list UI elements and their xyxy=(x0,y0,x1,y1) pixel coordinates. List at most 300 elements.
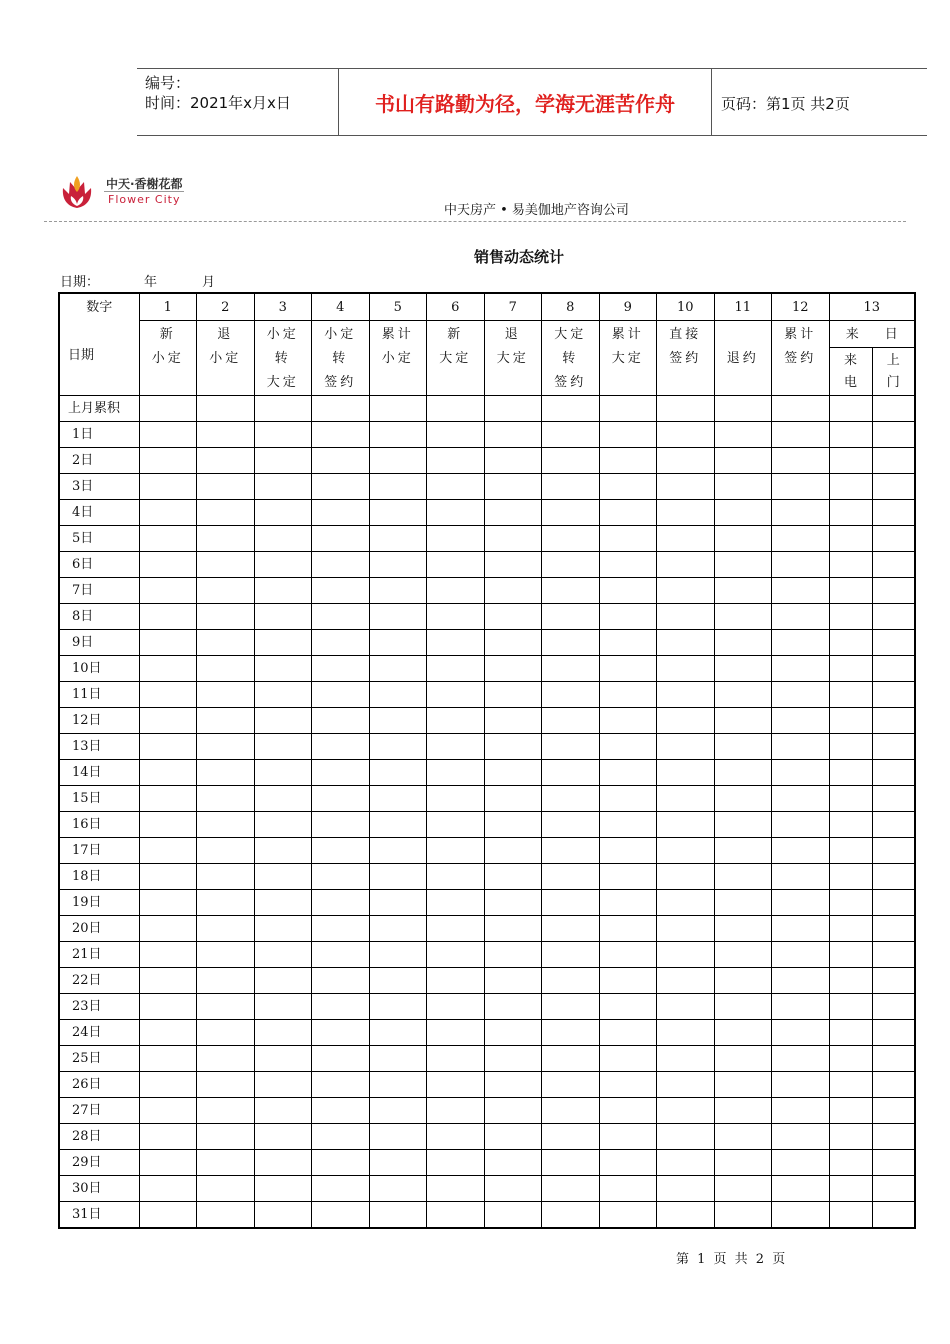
data-cell[interactable] xyxy=(254,838,312,864)
data-cell[interactable] xyxy=(542,994,600,1020)
data-cell[interactable] xyxy=(427,578,485,604)
data-cell[interactable] xyxy=(542,656,600,682)
data-cell[interactable] xyxy=(714,760,772,786)
data-cell[interactable] xyxy=(254,890,312,916)
data-cell[interactable] xyxy=(542,1072,600,1098)
data-cell[interactable] xyxy=(829,604,872,630)
data-cell[interactable] xyxy=(312,708,370,734)
data-cell[interactable] xyxy=(197,578,255,604)
data-cell[interactable] xyxy=(829,1176,872,1202)
data-cell[interactable] xyxy=(312,1098,370,1124)
data-cell[interactable] xyxy=(872,994,915,1020)
data-cell[interactable] xyxy=(657,890,715,916)
data-cell[interactable] xyxy=(197,916,255,942)
data-cell[interactable] xyxy=(427,968,485,994)
data-cell[interactable] xyxy=(484,734,542,760)
data-cell[interactable] xyxy=(599,786,657,812)
data-cell[interactable] xyxy=(542,890,600,916)
data-cell[interactable] xyxy=(369,968,427,994)
data-cell[interactable] xyxy=(829,526,872,552)
data-cell[interactable] xyxy=(714,890,772,916)
data-cell[interactable] xyxy=(829,500,872,526)
data-cell[interactable] xyxy=(254,578,312,604)
data-cell[interactable] xyxy=(772,682,830,708)
data-cell[interactable] xyxy=(772,994,830,1020)
data-cell[interactable] xyxy=(714,682,772,708)
data-cell[interactable] xyxy=(599,1072,657,1098)
data-cell[interactable] xyxy=(829,682,872,708)
data-cell[interactable] xyxy=(599,1202,657,1229)
data-cell[interactable] xyxy=(139,1124,197,1150)
data-cell[interactable] xyxy=(772,422,830,448)
data-cell[interactable] xyxy=(484,682,542,708)
data-cell[interactable] xyxy=(829,1124,872,1150)
data-cell[interactable] xyxy=(714,864,772,890)
data-cell[interactable] xyxy=(657,968,715,994)
data-cell[interactable] xyxy=(254,1150,312,1176)
data-cell[interactable] xyxy=(657,422,715,448)
data-cell[interactable] xyxy=(197,500,255,526)
data-cell[interactable] xyxy=(369,1046,427,1072)
data-cell[interactable] xyxy=(484,864,542,890)
data-cell[interactable] xyxy=(599,1046,657,1072)
data-cell[interactable] xyxy=(427,916,485,942)
data-cell[interactable] xyxy=(542,1124,600,1150)
data-cell[interactable] xyxy=(484,968,542,994)
data-cell[interactable] xyxy=(427,630,485,656)
data-cell[interactable] xyxy=(369,578,427,604)
data-cell[interactable] xyxy=(197,552,255,578)
data-cell[interactable] xyxy=(772,942,830,968)
data-cell[interactable] xyxy=(772,448,830,474)
data-cell[interactable] xyxy=(772,1046,830,1072)
data-cell[interactable] xyxy=(484,916,542,942)
data-cell[interactable] xyxy=(657,396,715,422)
data-cell[interactable] xyxy=(872,1176,915,1202)
data-cell[interactable] xyxy=(254,448,312,474)
data-cell[interactable] xyxy=(139,838,197,864)
data-cell[interactable] xyxy=(139,682,197,708)
data-cell[interactable] xyxy=(427,734,485,760)
data-cell[interactable] xyxy=(197,422,255,448)
data-cell[interactable] xyxy=(312,1176,370,1202)
data-cell[interactable] xyxy=(369,396,427,422)
data-cell[interactable] xyxy=(197,968,255,994)
data-cell[interactable] xyxy=(427,448,485,474)
data-cell[interactable] xyxy=(657,448,715,474)
data-cell[interactable] xyxy=(139,708,197,734)
data-cell[interactable] xyxy=(542,474,600,500)
data-cell[interactable] xyxy=(599,734,657,760)
data-cell[interactable] xyxy=(714,708,772,734)
data-cell[interactable] xyxy=(484,890,542,916)
data-cell[interactable] xyxy=(772,708,830,734)
data-cell[interactable] xyxy=(312,1046,370,1072)
data-cell[interactable] xyxy=(139,994,197,1020)
data-cell[interactable] xyxy=(772,1020,830,1046)
data-cell[interactable] xyxy=(872,1020,915,1046)
data-cell[interactable] xyxy=(484,1072,542,1098)
data-cell[interactable] xyxy=(427,1202,485,1229)
data-cell[interactable] xyxy=(872,682,915,708)
data-cell[interactable] xyxy=(427,526,485,552)
data-cell[interactable] xyxy=(369,1020,427,1046)
data-cell[interactable] xyxy=(772,864,830,890)
data-cell[interactable] xyxy=(599,812,657,838)
data-cell[interactable] xyxy=(542,1020,600,1046)
data-cell[interactable] xyxy=(542,448,600,474)
data-cell[interactable] xyxy=(484,1202,542,1229)
data-cell[interactable] xyxy=(139,422,197,448)
data-cell[interactable] xyxy=(197,396,255,422)
data-cell[interactable] xyxy=(714,1098,772,1124)
data-cell[interactable] xyxy=(139,578,197,604)
data-cell[interactable] xyxy=(197,1124,255,1150)
data-cell[interactable] xyxy=(872,422,915,448)
data-cell[interactable] xyxy=(484,1098,542,1124)
data-cell[interactable] xyxy=(772,1124,830,1150)
data-cell[interactable] xyxy=(484,552,542,578)
data-cell[interactable] xyxy=(542,864,600,890)
data-cell[interactable] xyxy=(139,812,197,838)
data-cell[interactable] xyxy=(254,630,312,656)
data-cell[interactable] xyxy=(872,630,915,656)
data-cell[interactable] xyxy=(872,1098,915,1124)
data-cell[interactable] xyxy=(427,760,485,786)
data-cell[interactable] xyxy=(829,916,872,942)
data-cell[interactable] xyxy=(427,474,485,500)
data-cell[interactable] xyxy=(427,1072,485,1098)
data-cell[interactable] xyxy=(714,1072,772,1098)
data-cell[interactable] xyxy=(312,1020,370,1046)
data-cell[interactable] xyxy=(829,890,872,916)
data-cell[interactable] xyxy=(139,760,197,786)
data-cell[interactable] xyxy=(714,526,772,552)
data-cell[interactable] xyxy=(484,812,542,838)
data-cell[interactable] xyxy=(772,656,830,682)
data-cell[interactable] xyxy=(197,682,255,708)
data-cell[interactable] xyxy=(197,474,255,500)
data-cell[interactable] xyxy=(872,604,915,630)
data-cell[interactable] xyxy=(657,812,715,838)
data-cell[interactable] xyxy=(139,630,197,656)
data-cell[interactable] xyxy=(872,760,915,786)
data-cell[interactable] xyxy=(599,760,657,786)
data-cell[interactable] xyxy=(312,812,370,838)
data-cell[interactable] xyxy=(254,916,312,942)
data-cell[interactable] xyxy=(484,448,542,474)
data-cell[interactable] xyxy=(312,734,370,760)
data-cell[interactable] xyxy=(829,786,872,812)
data-cell[interactable] xyxy=(312,656,370,682)
data-cell[interactable] xyxy=(369,734,427,760)
data-cell[interactable] xyxy=(312,526,370,552)
data-cell[interactable] xyxy=(197,708,255,734)
data-cell[interactable] xyxy=(772,968,830,994)
data-cell[interactable] xyxy=(484,838,542,864)
data-cell[interactable] xyxy=(542,708,600,734)
data-cell[interactable] xyxy=(714,734,772,760)
data-cell[interactable] xyxy=(312,890,370,916)
data-cell[interactable] xyxy=(829,968,872,994)
data-cell[interactable] xyxy=(829,656,872,682)
data-cell[interactable] xyxy=(312,1072,370,1098)
data-cell[interactable] xyxy=(714,656,772,682)
data-cell[interactable] xyxy=(829,994,872,1020)
data-cell[interactable] xyxy=(599,864,657,890)
data-cell[interactable] xyxy=(772,578,830,604)
data-cell[interactable] xyxy=(139,786,197,812)
data-cell[interactable] xyxy=(427,786,485,812)
data-cell[interactable] xyxy=(829,448,872,474)
data-cell[interactable] xyxy=(714,396,772,422)
data-cell[interactable] xyxy=(872,838,915,864)
data-cell[interactable] xyxy=(312,994,370,1020)
data-cell[interactable] xyxy=(829,734,872,760)
data-cell[interactable] xyxy=(312,604,370,630)
data-cell[interactable] xyxy=(714,812,772,838)
data-cell[interactable] xyxy=(369,500,427,526)
data-cell[interactable] xyxy=(657,838,715,864)
data-cell[interactable] xyxy=(657,708,715,734)
data-cell[interactable] xyxy=(542,630,600,656)
data-cell[interactable] xyxy=(657,1124,715,1150)
data-cell[interactable] xyxy=(139,474,197,500)
data-cell[interactable] xyxy=(542,422,600,448)
data-cell[interactable] xyxy=(197,812,255,838)
data-cell[interactable] xyxy=(872,1202,915,1229)
data-cell[interactable] xyxy=(427,890,485,916)
data-cell[interactable] xyxy=(542,968,600,994)
data-cell[interactable] xyxy=(599,396,657,422)
data-cell[interactable] xyxy=(872,526,915,552)
data-cell[interactable] xyxy=(657,630,715,656)
data-cell[interactable] xyxy=(427,708,485,734)
data-cell[interactable] xyxy=(484,760,542,786)
data-cell[interactable] xyxy=(872,448,915,474)
data-cell[interactable] xyxy=(254,760,312,786)
data-cell[interactable] xyxy=(427,812,485,838)
data-cell[interactable] xyxy=(484,526,542,552)
data-cell[interactable] xyxy=(197,630,255,656)
data-cell[interactable] xyxy=(714,1046,772,1072)
data-cell[interactable] xyxy=(369,812,427,838)
data-cell[interactable] xyxy=(484,604,542,630)
data-cell[interactable] xyxy=(872,1124,915,1150)
data-cell[interactable] xyxy=(312,630,370,656)
data-cell[interactable] xyxy=(197,890,255,916)
data-cell[interactable] xyxy=(369,1098,427,1124)
data-cell[interactable] xyxy=(599,1020,657,1046)
data-cell[interactable] xyxy=(599,890,657,916)
data-cell[interactable] xyxy=(427,396,485,422)
data-cell[interactable] xyxy=(599,552,657,578)
data-cell[interactable] xyxy=(714,578,772,604)
data-cell[interactable] xyxy=(139,1202,197,1229)
data-cell[interactable] xyxy=(714,1176,772,1202)
data-cell[interactable] xyxy=(657,916,715,942)
data-cell[interactable] xyxy=(599,682,657,708)
data-cell[interactable] xyxy=(484,994,542,1020)
data-cell[interactable] xyxy=(657,526,715,552)
data-cell[interactable] xyxy=(714,786,772,812)
data-cell[interactable] xyxy=(369,552,427,578)
data-cell[interactable] xyxy=(369,1202,427,1229)
data-cell[interactable] xyxy=(427,656,485,682)
data-cell[interactable] xyxy=(197,526,255,552)
data-cell[interactable] xyxy=(772,1176,830,1202)
data-cell[interactable] xyxy=(714,552,772,578)
data-cell[interactable] xyxy=(599,838,657,864)
data-cell[interactable] xyxy=(829,1202,872,1229)
data-cell[interactable] xyxy=(772,838,830,864)
data-cell[interactable] xyxy=(599,422,657,448)
data-cell[interactable] xyxy=(772,760,830,786)
data-cell[interactable] xyxy=(599,656,657,682)
data-cell[interactable] xyxy=(484,500,542,526)
data-cell[interactable] xyxy=(197,448,255,474)
data-cell[interactable] xyxy=(369,994,427,1020)
data-cell[interactable] xyxy=(829,1046,872,1072)
data-cell[interactable] xyxy=(872,1072,915,1098)
data-cell[interactable] xyxy=(772,1098,830,1124)
data-cell[interactable] xyxy=(484,708,542,734)
data-cell[interactable] xyxy=(872,1046,915,1072)
data-cell[interactable] xyxy=(872,474,915,500)
data-cell[interactable] xyxy=(254,396,312,422)
data-cell[interactable] xyxy=(312,864,370,890)
data-cell[interactable] xyxy=(254,942,312,968)
data-cell[interactable] xyxy=(254,864,312,890)
data-cell[interactable] xyxy=(427,1046,485,1072)
data-cell[interactable] xyxy=(542,734,600,760)
data-cell[interactable] xyxy=(599,474,657,500)
data-cell[interactable] xyxy=(197,994,255,1020)
data-cell[interactable] xyxy=(657,864,715,890)
data-cell[interactable] xyxy=(714,1150,772,1176)
data-cell[interactable] xyxy=(484,1176,542,1202)
data-cell[interactable] xyxy=(829,630,872,656)
data-cell[interactable] xyxy=(772,890,830,916)
data-cell[interactable] xyxy=(714,500,772,526)
data-cell[interactable] xyxy=(254,1124,312,1150)
data-cell[interactable] xyxy=(369,760,427,786)
data-cell[interactable] xyxy=(427,500,485,526)
data-cell[interactable] xyxy=(484,786,542,812)
data-cell[interactable] xyxy=(657,474,715,500)
data-cell[interactable] xyxy=(254,812,312,838)
data-cell[interactable] xyxy=(369,1150,427,1176)
data-cell[interactable] xyxy=(599,994,657,1020)
data-cell[interactable] xyxy=(714,1020,772,1046)
data-cell[interactable] xyxy=(829,942,872,968)
data-cell[interactable] xyxy=(484,1124,542,1150)
data-cell[interactable] xyxy=(254,968,312,994)
data-cell[interactable] xyxy=(772,916,830,942)
data-cell[interactable] xyxy=(254,786,312,812)
data-cell[interactable] xyxy=(714,448,772,474)
data-cell[interactable] xyxy=(714,994,772,1020)
data-cell[interactable] xyxy=(542,682,600,708)
data-cell[interactable] xyxy=(829,812,872,838)
data-cell[interactable] xyxy=(139,968,197,994)
data-cell[interactable] xyxy=(829,760,872,786)
data-cell[interactable] xyxy=(714,604,772,630)
data-cell[interactable] xyxy=(872,708,915,734)
data-cell[interactable] xyxy=(542,396,600,422)
data-cell[interactable] xyxy=(829,864,872,890)
data-cell[interactable] xyxy=(714,968,772,994)
data-cell[interactable] xyxy=(197,734,255,760)
data-cell[interactable] xyxy=(139,734,197,760)
data-cell[interactable] xyxy=(657,656,715,682)
data-cell[interactable] xyxy=(312,578,370,604)
data-cell[interactable] xyxy=(484,1020,542,1046)
data-cell[interactable] xyxy=(829,552,872,578)
data-cell[interactable] xyxy=(484,396,542,422)
data-cell[interactable] xyxy=(872,578,915,604)
data-cell[interactable] xyxy=(427,1150,485,1176)
data-cell[interactable] xyxy=(772,786,830,812)
data-cell[interactable] xyxy=(599,968,657,994)
data-cell[interactable] xyxy=(254,1176,312,1202)
data-cell[interactable] xyxy=(599,1150,657,1176)
data-cell[interactable] xyxy=(369,916,427,942)
data-cell[interactable] xyxy=(872,786,915,812)
data-cell[interactable] xyxy=(369,1072,427,1098)
data-cell[interactable] xyxy=(657,942,715,968)
data-cell[interactable] xyxy=(139,1020,197,1046)
data-cell[interactable] xyxy=(542,578,600,604)
data-cell[interactable] xyxy=(369,526,427,552)
data-cell[interactable] xyxy=(254,708,312,734)
data-cell[interactable] xyxy=(772,734,830,760)
data-cell[interactable] xyxy=(829,1072,872,1098)
data-cell[interactable] xyxy=(139,396,197,422)
data-cell[interactable] xyxy=(254,994,312,1020)
data-cell[interactable] xyxy=(657,604,715,630)
data-cell[interactable] xyxy=(872,812,915,838)
data-cell[interactable] xyxy=(312,448,370,474)
data-cell[interactable] xyxy=(542,942,600,968)
data-cell[interactable] xyxy=(197,1202,255,1229)
data-cell[interactable] xyxy=(427,1176,485,1202)
data-cell[interactable] xyxy=(484,656,542,682)
data-cell[interactable] xyxy=(427,994,485,1020)
data-cell[interactable] xyxy=(714,942,772,968)
data-cell[interactable] xyxy=(427,838,485,864)
data-cell[interactable] xyxy=(427,864,485,890)
data-cell[interactable] xyxy=(369,942,427,968)
data-cell[interactable] xyxy=(484,474,542,500)
data-cell[interactable] xyxy=(427,1020,485,1046)
data-cell[interactable] xyxy=(312,916,370,942)
data-cell[interactable] xyxy=(139,890,197,916)
data-cell[interactable] xyxy=(369,838,427,864)
data-cell[interactable] xyxy=(197,656,255,682)
data-cell[interactable] xyxy=(197,760,255,786)
data-cell[interactable] xyxy=(772,526,830,552)
data-cell[interactable] xyxy=(599,1124,657,1150)
data-cell[interactable] xyxy=(369,656,427,682)
data-cell[interactable] xyxy=(139,1176,197,1202)
data-cell[interactable] xyxy=(657,786,715,812)
data-cell[interactable] xyxy=(599,916,657,942)
data-cell[interactable] xyxy=(542,1046,600,1072)
data-cell[interactable] xyxy=(772,1202,830,1229)
data-cell[interactable] xyxy=(139,604,197,630)
data-cell[interactable] xyxy=(197,1046,255,1072)
